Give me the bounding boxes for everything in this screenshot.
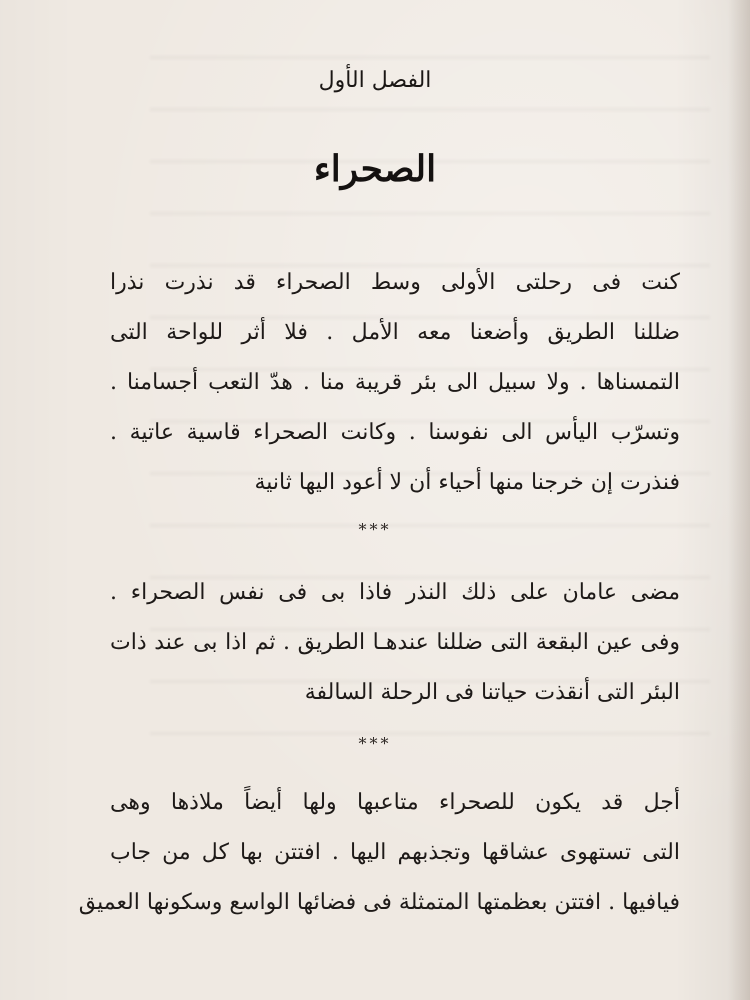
paragraph-line: فيافيها . افتتن بعظمتها المتمثلة فى فضائها الواسع وسكونها العميق	[78, 890, 680, 915]
paragraph-line: أجل قد يكون للصحراء متاعبها ولها أيضاً ملاذها وهى	[110, 790, 680, 815]
section-separator: ***	[358, 520, 392, 539]
paragraph-line: ضللنا الطريق وأضعنا معه الأمل . فلا أثر للواحة التى	[110, 320, 680, 345]
paragraph-3	[78, 778, 680, 928]
paragraph-line: وتسرّب اليأس الى نفوسنا . وكانت الصحراء قاسية عاتية .	[110, 420, 680, 445]
section-separator: ***	[358, 734, 392, 753]
paragraph-line: وفى عين البقعة التى ضللنا عندهـا الطريق . ثم اذا بى عند ذات	[110, 630, 680, 655]
paragraph-1	[110, 258, 680, 508]
paragraph-line: كنت فى رحلتى الأولى وسط الصحراء قد نذرت نذرا	[110, 270, 680, 295]
paragraph-line: مضى عامان على ذلك النذر فاذا بى فى نفس الصحراء .	[110, 580, 680, 605]
paragraph-2	[110, 568, 680, 718]
chapter-title: الصحراء	[313, 148, 437, 190]
paragraph-line: التى تستهوى عشاقها وتجذبهم اليها . افتتن بها كل من جاب	[110, 840, 680, 865]
chapter-label: الفصل الأول	[318, 68, 432, 93]
paragraph-line: البئر التى أنقذت حياتنا فى الرحلة السالفة	[304, 680, 680, 705]
paragraph-line: فنذرت إن خرجنا منها أحياء أن لا أعود اليها ثانية	[254, 470, 680, 495]
paragraph-line: التمسناها . ولا سبيل الى بئر قريبة منا . هدّ التعب أجسامنا .	[110, 370, 680, 395]
